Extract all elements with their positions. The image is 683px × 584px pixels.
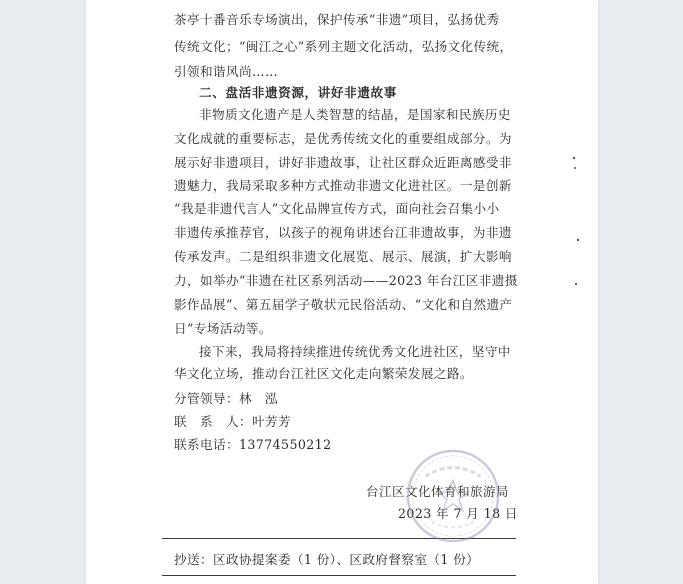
contact-person-line: 联 系 人：叶芳芳 [174,414,291,429]
issue-date: 2023 年 7 月 18 日 [398,506,518,521]
paragraph2-line: 遗魅力，我局采取多种方式推动非遗文化进社区。一是创新 [174,178,512,193]
paragraph3-line: 接下来，我局将持续推进传统优秀文化进社区，坚守中 [199,344,511,359]
paragraph2-line: 非遗传承推荐官，以孩子的视角讲述台江非遗故事，为非遗 [174,225,512,240]
contact-phone-line: 联系电话：13774550212 [174,437,332,452]
paragraph2-line: 文化成就的重要标志，是优秀传统文化的重要组成部分。为 [174,131,512,146]
official-seal-icon [404,447,502,545]
paragraph2-line: 日”专场活动等。 [174,321,272,336]
paragraph2-line: 传承发声。二是组织非遗文化展览、展示、展演，扩大影响 [174,249,512,264]
paragraph1-line: 茶亭十番音乐专场演出，保护传承“非遗”项目，弘扬优秀 [174,12,500,27]
paragraph2-line: 展示好非遗项目，讲好非遗故事，让社区群众近距离感受非 [174,155,512,170]
paragraph1-line: 传统文化；“闽江之心”系列主题文化活动，弘扬文化传统， [174,39,513,54]
paragraph2-line: 力，如举办“非遗在社区系列活动——2023 年台江区非遗摄 [174,273,518,288]
document-page [86,0,598,584]
cc-bottom-rule [162,575,516,576]
paragraph3-line: 华文化立场，推动台江社区文化走向繁荣发展之路。 [174,366,473,381]
section-heading: 二、盘活非遗资源，讲好非遗故事 [199,85,397,100]
paragraph2-line: “我是非遗代言人”文化品牌宣传方式，面向社会召集小小 [174,201,500,216]
paragraph1-line: 引领和谐风尚…… [174,64,278,79]
paragraph2-line: 非物质文化遗产是人类智慧的结晶，是国家和民族历史 [199,107,511,122]
leader-line: 分管领导：林 泓 [174,391,278,406]
cc-line: 抄送：区政协提案委（1 份）、区政府督察室（1 份） [174,552,480,567]
issuer-name: 台江区文化体育和旅游局 [366,484,509,499]
scan-specks [568,152,588,292]
paragraph2-line: 影作品展”、第五届学子敬状元民俗活动、“文化和自然遗产 [174,297,513,312]
